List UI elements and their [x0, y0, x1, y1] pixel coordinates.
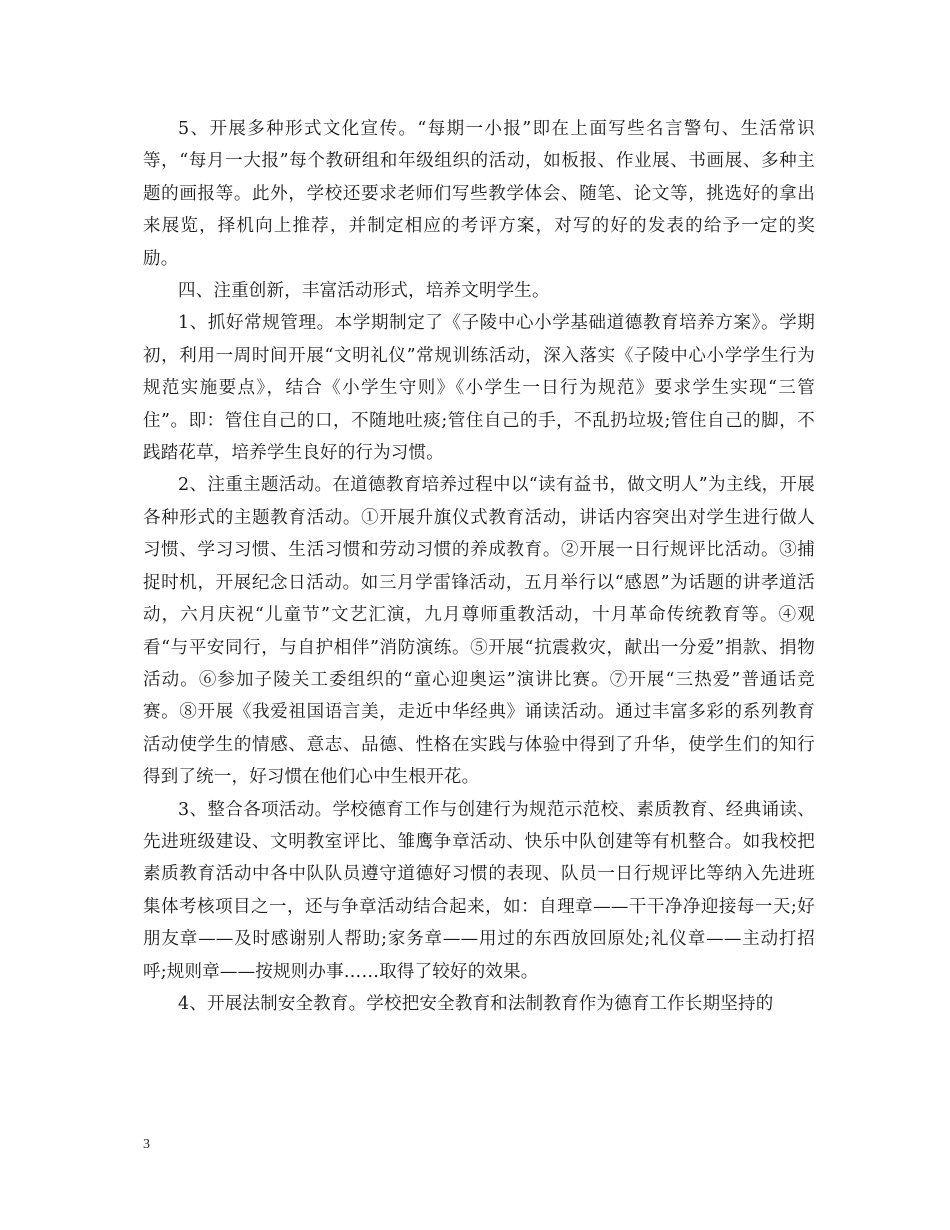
page-number: 3: [143, 1137, 150, 1152]
paragraph-legal-safety-education: 4、开展法制安全教育。学校把安全教育和法制教育作为德育工作长期坚持的: [178, 993, 774, 1014]
section-heading-innovation: 四、注重创新，丰富活动形式，培养文明学生。: [178, 281, 550, 302]
document-page: [143, 113, 815, 1020]
paragraph-integrate-activities: 3、整合各项活动。学校德育工作与创建行为规范示范校、素质教育、经典诵读、先进班级建设、文明教室评比、雏鹰争章活动、快乐中队创建等有机整合。如我校把素质教育活动中各中队队员遵守道德好习惯的表现、队员一日行规评比等纳入先进班集体考核项目之一，还与争章活动结合起来，如：自理章——干干净净迎接每一天;好朋友章——及时感谢别人帮助;家务章——用过的东西放回原处;礼仪章——主动打招呼;规则章——按规则办事……取得了较好的效果。: [143, 799, 815, 982]
paragraph-theme-activities: 2、注重主题活动。在道德教育培养过程中以“读有益书，做文明人”为主线，开展各种形式的主题教育活动。①开展升旗仪式教育活动，讲话内容突出对学生进行做人习惯、学习习惯、生活习惯和劳动习惯的养成教育。②开展一日行规评比活动。③捕捉时机，开展纪念日活动。如三月学雷锋活动，五月举行以“感恩”为话题的讲孝道活动，六月庆祝“儿童节”文艺汇演，九月尊师重教活动，十月革命传统教育等。④观看“与平安同行，与自护相伴”消防演练。⑤开展“抗震救灾，献出一分爱”捐款、捐物活动。⑥参加子陵关工委组织的“童心迎奥运”演讲比赛。⑦开展“三热爱”普通话竞赛。⑧开展《我爱祖国语言美，走近中华经典》诵读活动。通过丰富多彩的系列教育活动使学生的情感、意志、品德、性格在实践与体验中得到了升华，使学生们的知行得到了统一，好习惯在他们心中生根开花。: [143, 475, 815, 788]
paragraph-cultural-promotion: 5、开展多种形式文化宣传。“每期一小报”即在上面写些名言警句、生活常识等，“每月一大报”每个教研组和年级组织的活动，如板报、作业展、书画展、多种主题的画报等。此外，学校还要求老师们写些教学体会、随笔、论文等，挑选好的拿出来展览，择机向上推荐，并制定相应的考评方案，对写的好的发表的给予一定的奖励。: [143, 119, 815, 269]
paragraph-routine-management: 1、抓好常规管理。本学期制定了《子陵中心小学基础道德教育培养方案》。学期初，利用一周时间开展“文明礼仪”常规训练活动，深入落实《子陵中心小学学生行为规范实施要点》，结合《小学生守则》《小学生一日行为规范》要求学生实现“三管住”。即：管住自己的口，不随地吐痰;管住自己的手，不乱扔垃圾;管住自己的脚，不践踏花草，培养学生良好的行为习惯。: [143, 313, 815, 464]
